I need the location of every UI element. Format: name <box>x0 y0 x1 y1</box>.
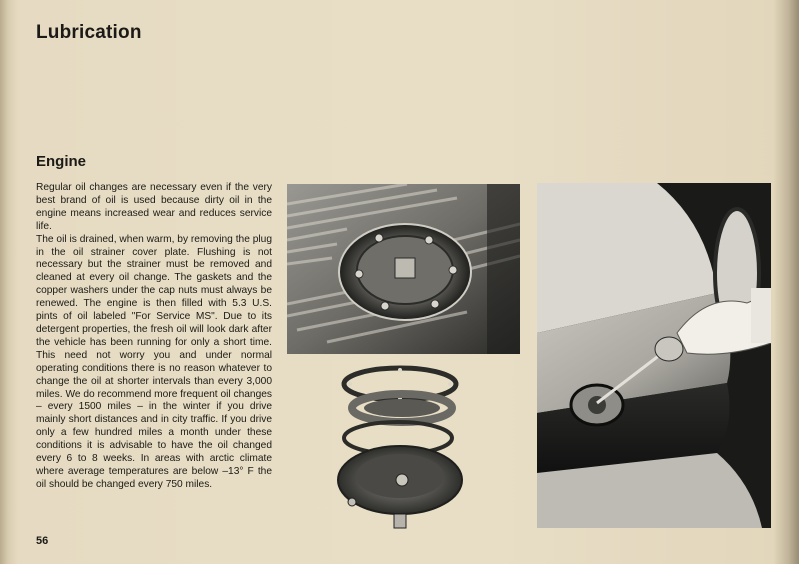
trunk-photo-graphic <box>537 183 771 528</box>
parts-photo-graphic <box>336 362 470 534</box>
book-spine-shadow <box>773 0 799 564</box>
chapter-title: Lubrication <box>36 22 142 43</box>
engine-underside-photo <box>287 184 520 354</box>
body-paragraph-1: Regular oil changes are necessary even if the very best brand of oil is used because dirty oil in the engine means increased wear and reduces service life. <box>36 182 272 232</box>
page-number: 56 <box>36 535 49 547</box>
oil-strainer-parts-photo <box>336 362 470 534</box>
rear-hood-oil-filler-photo <box>537 183 771 528</box>
engine-photo-graphic <box>287 184 520 354</box>
section-title: Engine <box>36 153 87 170</box>
body-text <box>36 182 272 492</box>
body-paragraph-2: The oil is drained, when warm, by removing the plug in the oil strainer cover plate. Flushing is not necessary but the strainer must be removed and cleaned at every oil change. The gaskets and the copper washers under the cap nuts must always be renewed. The engine is then filled with 5.3 U.S. pints of oil labeled "For Service MS". Due to its detergent properties, the fresh oil will look dark after the vehicle has been running for only a short time. This need not worry you and under normal operating conditions there is no reason whatever to change the oil at shorter intervals than every 3,000 miles. We do recommend more frequent oil changes – every 1500 miles – in the winter if you drive mainly short distances and in city traffic. If you drive only a few hundred miles a month under these conditions it is advisable to have the oil changed every 6 to 8 weeks. In areas with arctic climate where average temperatures are below –13° F the oil should be changed every 750 miles. <box>36 233 272 490</box>
